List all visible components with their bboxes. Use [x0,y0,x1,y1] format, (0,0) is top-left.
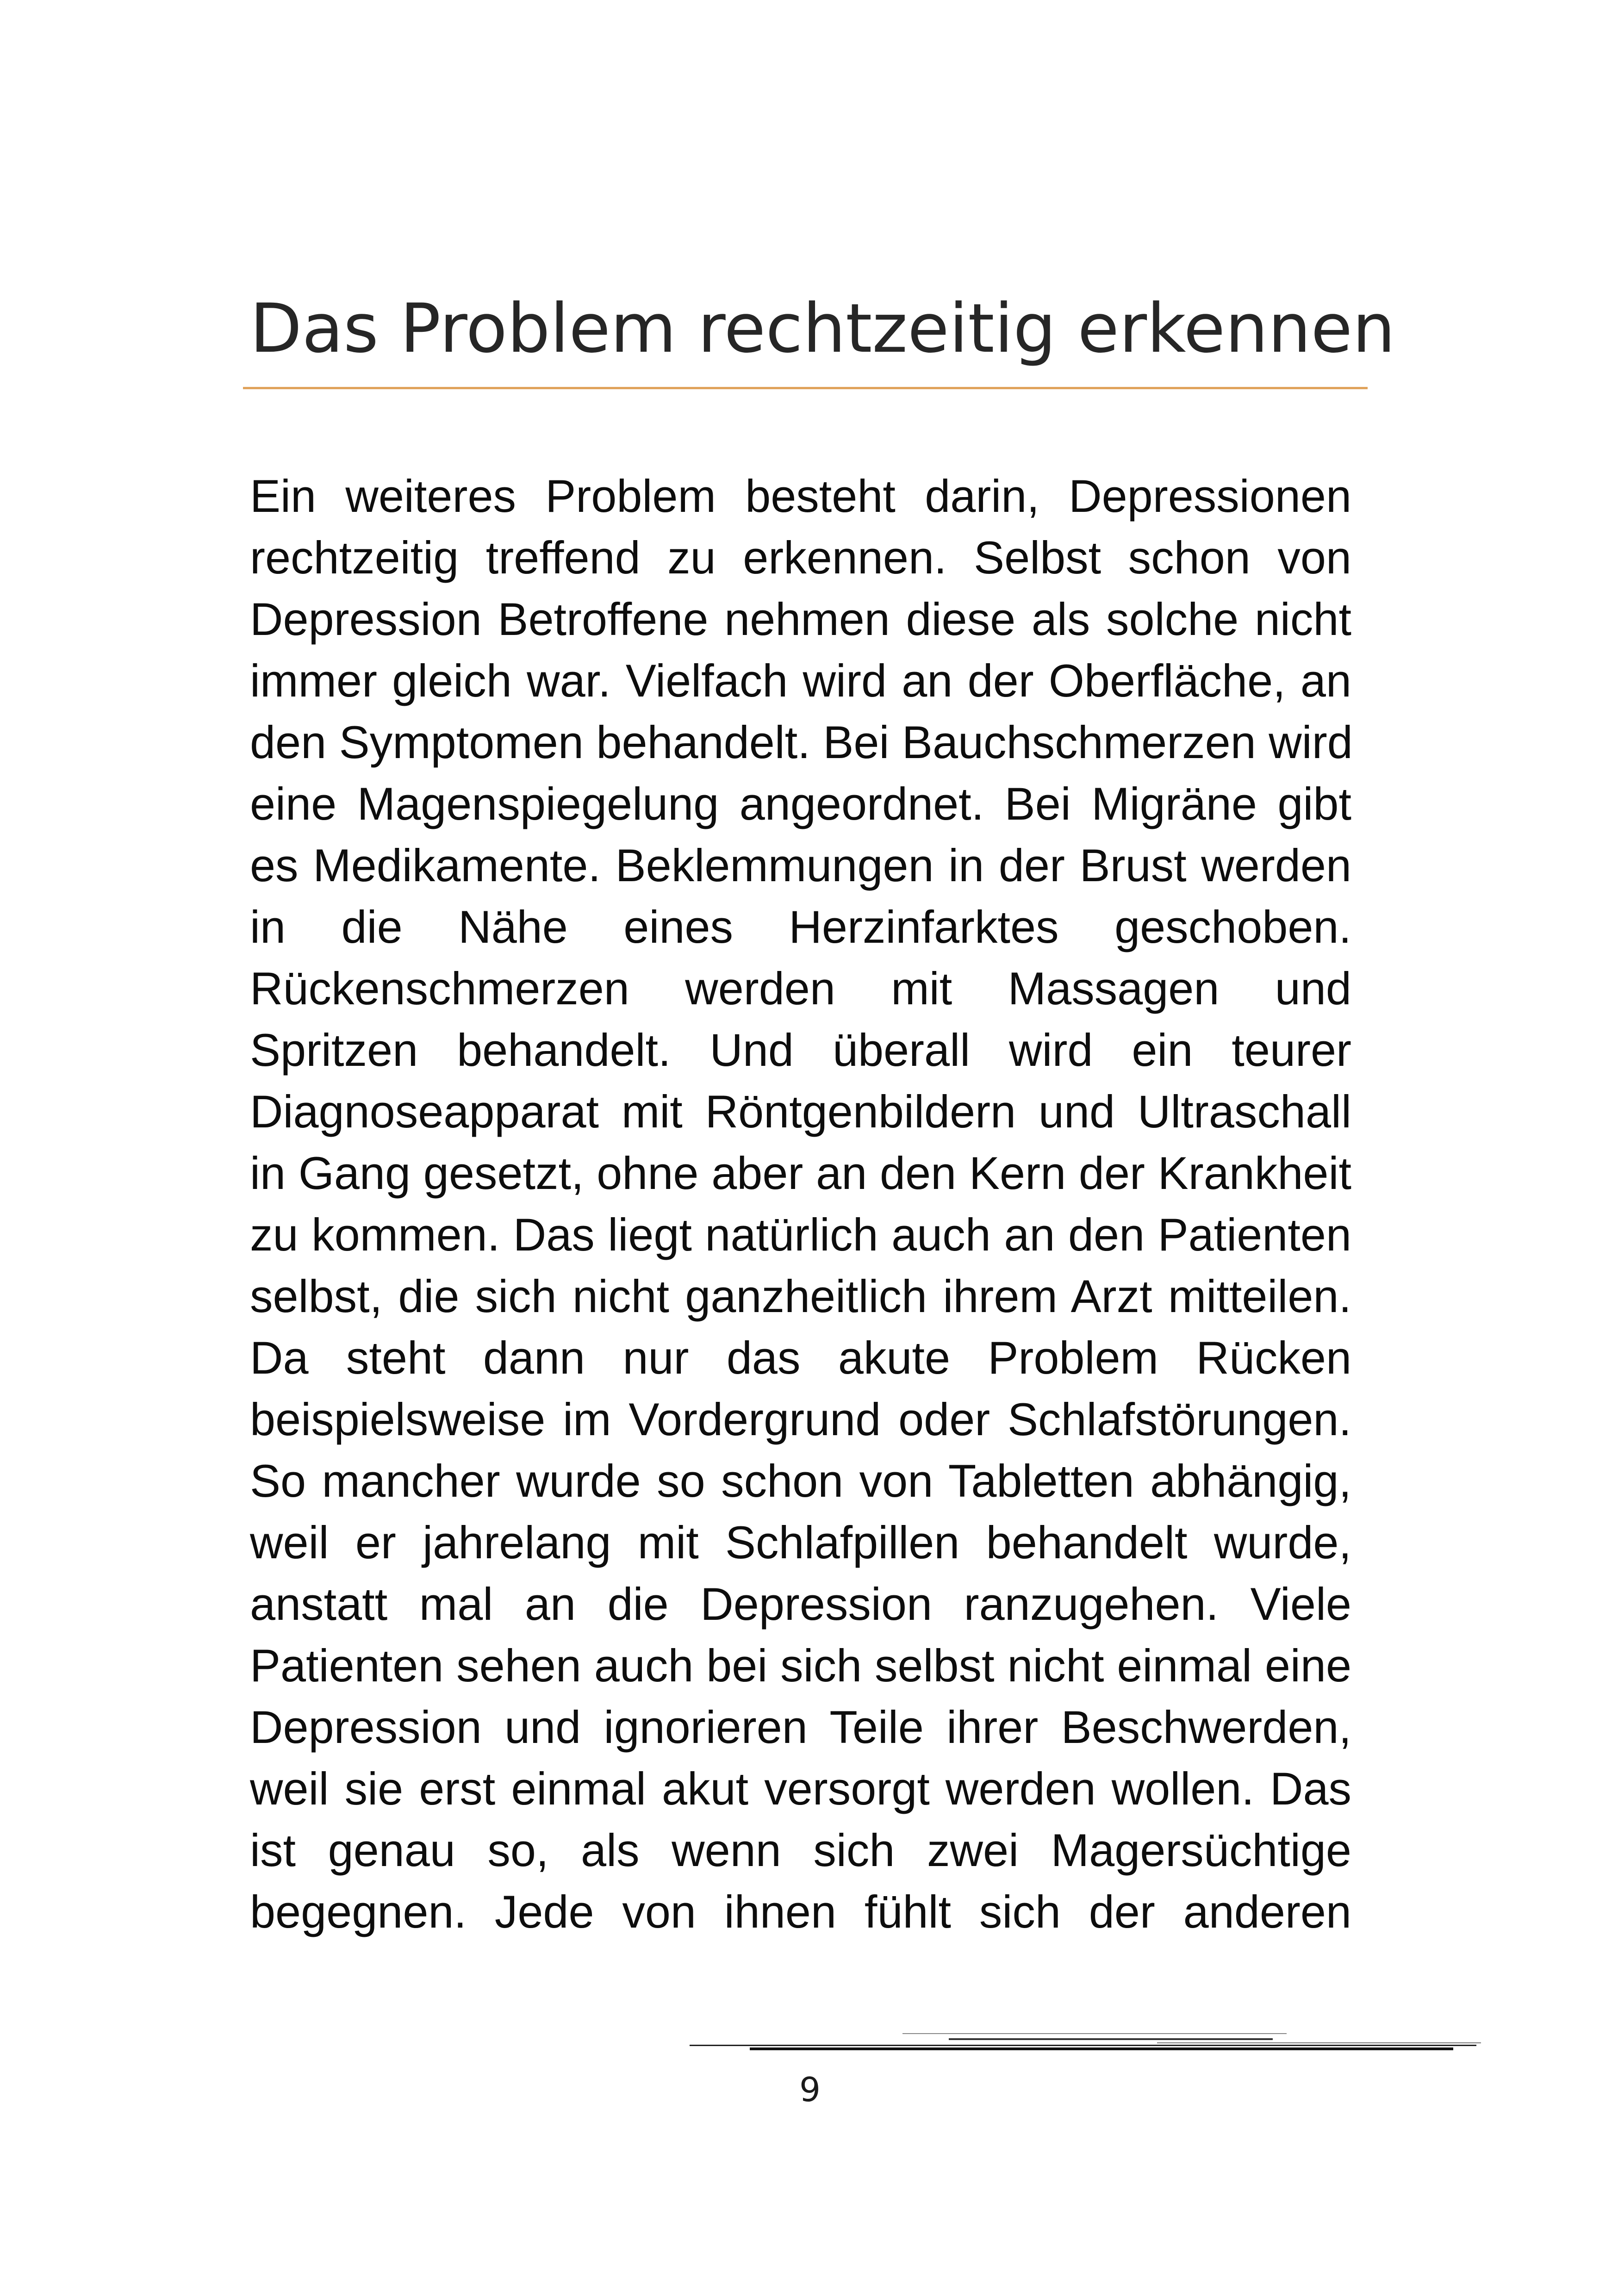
body-line: Depression Betroffene nehmen diese als solche nicht [250,593,1351,645]
body-line: So mancher wurde so schon von Tabletten abhängig, [250,1455,1351,1506]
body-line: den Symptomen behandelt. Bei Bauchschmerzen wird [250,716,1353,768]
body-line: weil sie erst einmal akut versorgt werden wollen. Das [250,1763,1351,1814]
body-line: zu kommen. Das liegt natürlich auch an den Patienten [250,1209,1351,1260]
body-line: selbst, die sich nicht ganzheitlich ihrem Arzt mitteilen. [250,1270,1351,1322]
body-line: es Medikamente. Beklemmungen in der Brust werden [250,840,1351,891]
footer-rule [750,2047,1453,2050]
page-number: 9 [799,2070,821,2109]
footer-rule [1157,2042,1481,2043]
body-line: Patienten sehen auch bei sich selbst nicht einmal eine [250,1640,1351,1691]
body-text [250,465,1351,1942]
body-line: ist genau so, als wenn sich zwei Magersüchtige [250,1824,1351,1876]
body-line: begegnen. Jede von ihnen fühlt sich der anderen [250,1886,1351,1937]
body-line: Da steht dann nur das akute Problem Rücken [250,1332,1351,1383]
footer-rule [949,2038,1273,2040]
body-line: Ein weiteres Problem besteht darin, Depressionen [250,470,1351,522]
body-line: in die Nähe eines Herzinfarktes geschoben. [250,901,1351,952]
body-line: eine Magenspiegelung angeordnet. Bei Migräne gibt [250,778,1351,829]
body-line: immer gleich war. Vielfach wird an der Oberfläche, an [250,655,1351,706]
title-underline-rule [243,387,1368,389]
body-line: beispielsweise im Vordergrund oder Schlafstörungen. [250,1394,1351,1445]
body-line: Diagnoseapparat mit Röntgenbildern und Ultraschall [250,1086,1351,1137]
footer-rule [902,2033,1287,2034]
body-line: anstatt mal an die Depression ranzugehen. Viele [250,1578,1351,1630]
body-line: rechtzeitig treffend zu erkennen. Selbst schon von [250,532,1351,583]
page-title: Das Problem rechtzeitig erkennen [250,289,1395,368]
footer-rule [690,2045,1476,2046]
body-line: weil er jahrelang mit Schlafpillen behandelt wurde, [250,1517,1351,1568]
body-line: Rückenschmerzen werden mit Massagen und [250,963,1351,1014]
body-line: Depression und ignorieren Teile ihrer Beschwerden, [250,1701,1351,1753]
body-line: in Gang gesetzt, ohne aber an den Kern der Krankheit [250,1147,1351,1199]
body-line: Spritzen behandelt. Und überall wird ein teurer [250,1024,1351,1076]
